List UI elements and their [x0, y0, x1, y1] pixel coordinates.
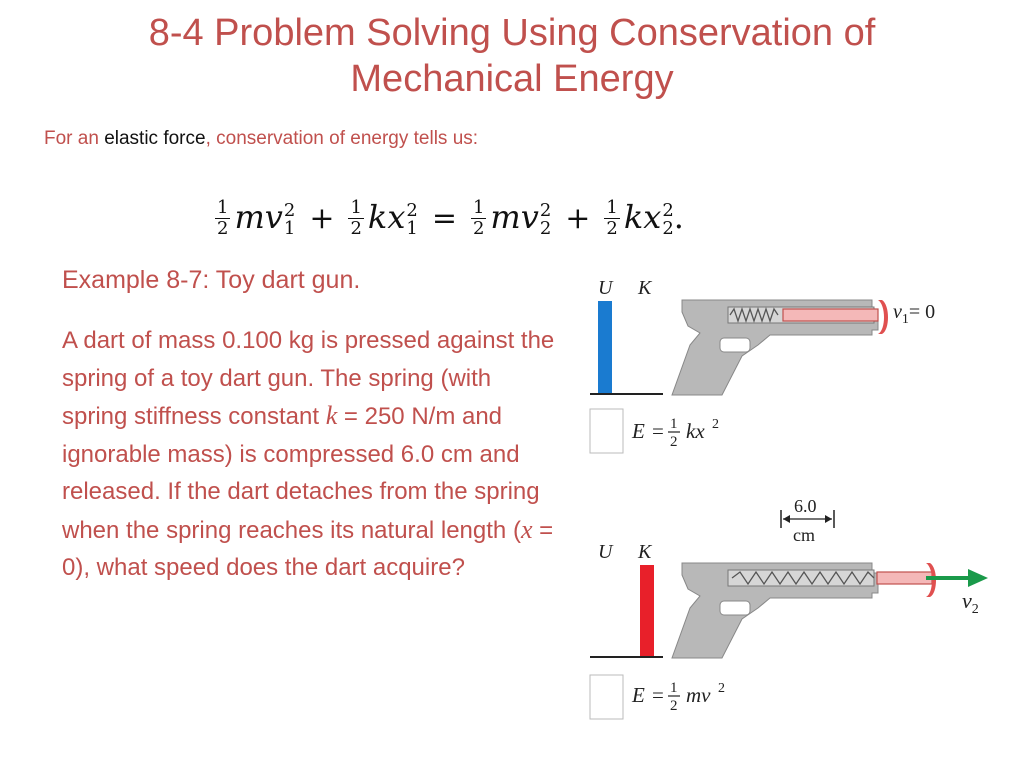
- potential-energy-bar: [598, 301, 612, 394]
- dimension-value: 6.0: [794, 496, 817, 516]
- svg-text:2: 2: [670, 698, 678, 714]
- intro-text: [44, 128, 478, 150]
- label-K: K: [638, 277, 652, 299]
- label-U: U: [598, 541, 613, 563]
- term-elastic-1: kx 2 1: [367, 198, 418, 239]
- intro-highlight: elastic force: [104, 128, 206, 149]
- example-problem-text: A dart of mass 0.100 kg is pressed against the spring of a toy dart gun. The spring (with spring stiffness constant k = 250 N/m and ignorable mass) is compressed 6.0 cm and released. If the dart detaches from the spring when the spring reaches its natural length (x = 0), what speed does the dart acquire?: [62, 327, 555, 581]
- fraction-half: $\frac{1}{2}$: [472, 196, 485, 239]
- svg-text:=: =: [652, 419, 664, 443]
- svg-text:1: 1: [670, 680, 678, 696]
- energy-formula: [631, 416, 719, 450]
- dimension-unit: cm: [793, 525, 815, 545]
- example-title: Example 8-7: Toy dart gun.: [62, 266, 361, 294]
- plus-sign: +: [309, 200, 335, 236]
- fraction-half: $\frac{1}{2}$: [217, 196, 229, 239]
- svg-text:1: 1: [670, 416, 678, 432]
- bottom-panel: [590, 496, 988, 719]
- svg-text:E: E: [632, 683, 645, 707]
- variable-x: x: [520, 514, 533, 544]
- dart-gun-figure: [580, 268, 1000, 728]
- title-line-1: 8-4 Problem Solving Using Conservation of: [148, 12, 876, 54]
- dart-gun: [672, 300, 888, 395]
- svg-text:mv: mv: [686, 683, 711, 707]
- dimension-marker: [781, 496, 834, 545]
- energy-equation: [215, 188, 684, 248]
- dart-gun: [672, 563, 936, 658]
- label-U: U: [598, 277, 613, 299]
- svg-text:=: =: [652, 683, 664, 707]
- intro-after: , conservation of energy tells us:: [205, 128, 479, 149]
- term-elastic-2: kx 2 2 .: [623, 198, 684, 239]
- velocity-label: $v_1= 0$: [893, 301, 936, 327]
- plus-sign: +: [565, 200, 591, 236]
- variable-k: k: [325, 401, 338, 430]
- kinetic-energy-bar: [640, 565, 654, 657]
- label-K: K: [638, 541, 652, 563]
- svg-text:2: 2: [712, 417, 719, 432]
- velocity-label: $v_2$: [962, 588, 979, 617]
- energy-box: [590, 675, 623, 719]
- equals-sign: =: [431, 200, 457, 236]
- term-kinetic-1: mv 2 1: [234, 198, 296, 239]
- intro-before: For an: [44, 128, 105, 149]
- top-panel: [590, 277, 935, 453]
- fraction-half: $\frac{1}{2}$: [606, 196, 618, 239]
- svg-text:2: 2: [670, 434, 678, 450]
- title-line-2: Mechanical Energy: [350, 58, 674, 100]
- svg-text:E: E: [632, 419, 645, 443]
- fraction-half: $\frac{1}{2}$: [350, 196, 362, 239]
- slide-title: [40, 10, 984, 102]
- svg-text:2: 2: [718, 681, 725, 696]
- energy-formula: [631, 680, 725, 714]
- svg-text:kx: kx: [686, 419, 705, 443]
- term-kinetic-2: mv 2 2: [490, 198, 552, 239]
- energy-box: [590, 409, 623, 453]
